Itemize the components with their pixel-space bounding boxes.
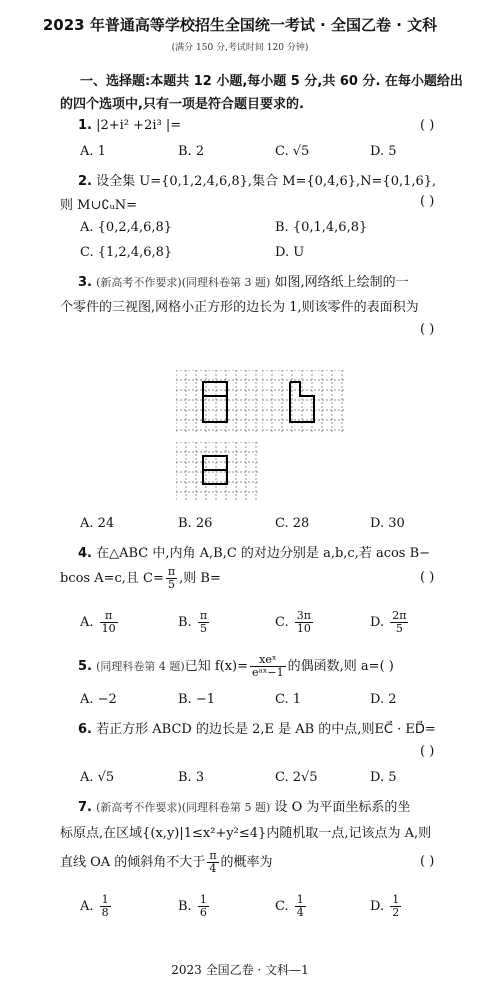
fraction-denominator: 8: [101, 906, 109, 919]
question-3-line2: 个零件的三视图,网格小正方形的边长为 1,则该零件的表面积为: [60, 300, 419, 315]
answer-blank: ( ): [420, 854, 435, 869]
question-text: 如图,网络纸上绘制的一: [274, 275, 409, 290]
fraction: [100, 610, 118, 635]
fraction-denominator: 4: [296, 906, 304, 919]
option-a: [80, 894, 113, 919]
question-7-line3: [60, 850, 273, 875]
fraction-denominator: eᵃˣ−1: [252, 666, 284, 679]
fraction: [250, 654, 286, 679]
page-title: 2023 年普通高等学校招生全国统一考试 · 全国乙卷 · 文科: [42, 16, 438, 34]
option-label: B.: [178, 899, 192, 914]
side-view-figure: [262, 370, 344, 434]
page-footer: 2023 全国乙卷 · 文科—1: [171, 963, 309, 977]
top-view-figure: [176, 442, 258, 502]
section-heading-line2: 的四个选项中,只有一项是符合题目要求的.: [60, 97, 304, 112]
answer-blank: ( ): [420, 194, 435, 209]
fraction-numerator: π: [100, 610, 118, 623]
fraction-numerator: 1: [296, 893, 304, 906]
fraction-numerator: 1: [101, 893, 109, 906]
question-4: [78, 542, 430, 561]
question-5: [78, 654, 394, 679]
fraction-denominator: 5: [168, 578, 176, 591]
answer-blank: ( ): [420, 570, 435, 585]
fraction-numerator: 1: [199, 893, 207, 906]
option-label: D.: [370, 899, 385, 914]
answer-blank: ( ): [420, 322, 435, 337]
fraction-denominator: 5: [199, 622, 207, 635]
fraction-numerator: π: [199, 609, 208, 622]
fraction-denominator: 10: [101, 622, 116, 635]
page-subtitle: (满分 150 分,考试时间 120 分钟): [171, 43, 309, 53]
option-d: [370, 894, 403, 919]
option-c: [275, 894, 308, 919]
question-note: (同理科卷第 4 题): [96, 660, 185, 673]
option-c: C. 28: [275, 516, 310, 531]
question-text-part: 的概率为: [220, 855, 273, 870]
question-number: 3.: [78, 275, 92, 290]
question-2: [78, 170, 436, 189]
option-c: C. {1,2,4,6,8}: [80, 245, 173, 260]
option-label: C.: [275, 615, 289, 630]
option-b: B. 2: [178, 144, 205, 159]
fraction-denominator: 10: [296, 622, 311, 635]
question-number: 1.: [78, 118, 92, 133]
question-text-part: bcos A=c,且 C=: [60, 571, 164, 586]
option-b: B. 26: [178, 516, 213, 531]
option-c: C. √5: [275, 144, 310, 159]
question-1: [78, 118, 181, 133]
fraction: [166, 566, 177, 591]
fraction-numerator: 2π: [392, 609, 407, 622]
question-note: (新高考不作要求)(同理科卷第 5 题): [96, 801, 271, 814]
question-7-line2: 标原点,在区域{(x,y)|1≤x²+y²≤4}内随机取一点,记该点为 A,则: [60, 826, 432, 841]
option-c: C. 1: [275, 692, 302, 707]
fraction: [207, 850, 218, 875]
question-number: 7.: [78, 800, 92, 815]
fraction: [198, 894, 209, 919]
option-b: B. 3: [178, 770, 205, 785]
question-number: 2.: [78, 174, 92, 189]
answer-blank: ( ): [420, 118, 435, 133]
section-heading-line1: 一、选择题:本题共 12 小题,每小题 5 分,共 60 分. 在每小题给出: [80, 74, 463, 89]
option-a: A. −2: [80, 692, 117, 707]
question-text-part: 直线 OA 的倾斜角不大于: [60, 855, 206, 870]
option-d: [370, 610, 410, 635]
fraction: [295, 610, 313, 635]
fraction: [390, 894, 401, 919]
option-label: A.: [80, 899, 94, 914]
option-c: C. 2√5: [275, 770, 318, 785]
question-number: 6.: [78, 722, 92, 737]
question-text: 设 O 为平面坐标系的坐: [274, 800, 411, 815]
question-6: [78, 718, 436, 737]
option-d: D. 5: [370, 144, 397, 159]
fraction: [198, 610, 209, 635]
option-a: A. {0,2,4,6,8}: [80, 220, 173, 235]
option-b: B. {0,1,4,6,8}: [275, 220, 368, 235]
option-a: A. 1: [80, 144, 106, 159]
question-text: 在△ABC 中,内角 A,B,C 的对边分别是 a,b,c,若 acos B−: [96, 546, 431, 561]
question-text: 设全集 U={0,1,2,4,6,8},集合 M={0,4,6},N={0,1,6},: [96, 174, 437, 189]
option-d: D. 30: [370, 516, 405, 531]
fraction-denominator: 2: [392, 906, 400, 919]
option-label: D.: [370, 615, 385, 630]
fraction-denominator: 6: [199, 906, 207, 919]
question-4-line2: [60, 566, 221, 591]
fraction-numerator: 3π: [296, 609, 311, 622]
option-label: A.: [80, 615, 94, 630]
option-d: D. U: [275, 245, 305, 260]
option-a: A. √5: [80, 770, 115, 785]
option-label: B.: [178, 615, 192, 630]
question-2-line2: 则 M∪∁ᵤN=: [60, 198, 138, 213]
option-label: C.: [275, 899, 289, 914]
answer-blank: ( ): [420, 744, 435, 759]
option-a: A. 24: [80, 516, 115, 531]
option-b: [178, 610, 211, 635]
question-text-part: 已知 f(x)=: [184, 659, 249, 674]
option-d: D. 5: [370, 770, 397, 785]
question-7: [78, 796, 410, 815]
fraction-numerator: π: [209, 849, 217, 862]
question-text: |2+i² +2i³ |=: [96, 118, 182, 133]
question-text-part: 的偶函数,则 a=( ): [287, 659, 394, 674]
fraction: [295, 894, 306, 919]
fraction: [390, 610, 408, 635]
question-note: (新高考不作要求)(同理科卷第 3 题): [96, 276, 271, 289]
question-text-part: ,则 B=: [179, 571, 221, 586]
question-text: 若正方形 ABCD 的边长是 2,E 是 AB 的中点,则EC⃗ · ED⃗=: [96, 722, 436, 737]
fraction-numerator: 1: [392, 893, 400, 906]
option-b: [178, 894, 211, 919]
fraction-denominator: 5: [395, 622, 403, 635]
question-3: [78, 271, 409, 290]
option-c: [275, 610, 315, 635]
fraction: [100, 894, 111, 919]
option-a: [80, 610, 120, 635]
fraction-numerator: xeˣ: [250, 654, 286, 667]
fraction-numerator: π: [167, 565, 176, 578]
question-number: 4.: [78, 546, 92, 561]
fraction-denominator: 4: [209, 862, 217, 875]
question-number: 5.: [78, 659, 92, 674]
option-b: B. −1: [178, 692, 215, 707]
front-view-figure: [176, 370, 258, 434]
option-d: D. 2: [370, 692, 397, 707]
